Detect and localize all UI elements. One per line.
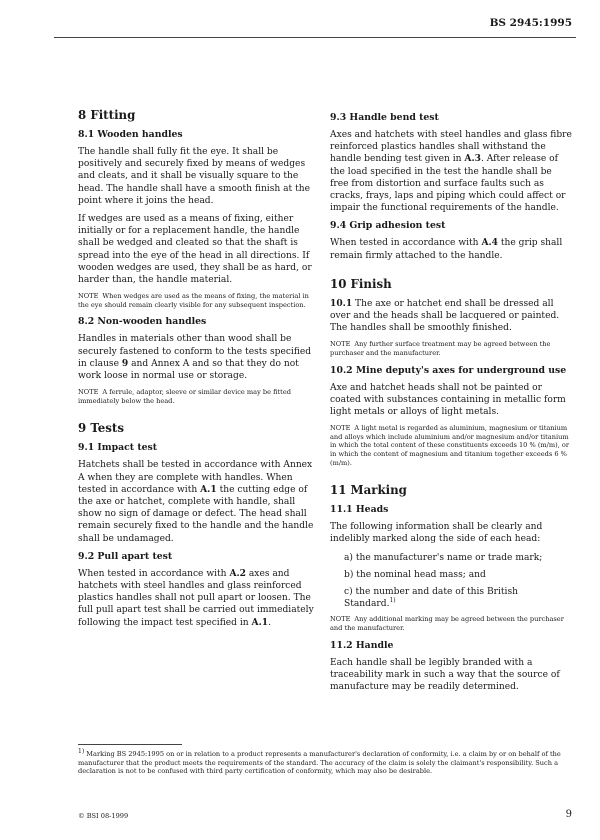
section-9-2-title: 9.2 Pull apart test bbox=[78, 550, 173, 562]
section-8-2-title: 8.2 Non-wooden handles bbox=[78, 316, 207, 328]
note-text: When wedges are used as the means of fixing, the material in the eye should remain clearly visible for any subsequent inspection. bbox=[78, 292, 309, 309]
text-run: When tested in accordance with bbox=[330, 238, 482, 249]
annex-reference: A.3 bbox=[464, 153, 481, 165]
text-run: and Annex A and so that they do not work loose in normal use or storage. bbox=[78, 358, 299, 382]
section-11-2-paragraph: Each handle shall be legibly branded with a traceability mark in such a way that the source of manufacture may be readily determined. bbox=[330, 657, 560, 693]
text-run: The axe or hatchet end shall be dressed all over and the heads shall be lacquered or painted. The handles shall be smoothly finished. bbox=[330, 298, 560, 334]
marking-list bbox=[330, 552, 572, 611]
section-9-1-paragraph bbox=[78, 459, 320, 544]
section-10-2-title: 10.2 Mine deputy's axes for underground use bbox=[330, 364, 567, 376]
footnote-reference: 1) bbox=[389, 597, 396, 605]
section-10-2-note bbox=[330, 424, 572, 467]
note-text: Any further surface treatment may be agreed between the purchaser and the manufacturer. bbox=[330, 340, 551, 358]
list-item-text: c) the number and date of this British Standard. bbox=[344, 587, 518, 610]
section-9-2-paragraph bbox=[78, 568, 320, 629]
footnote-text: Marking BS 2945:1995 on or in relation to a product represents a manufacturer's declaration of conformity, i.e. a claim by or on behalf of the manufacturer that the product meets the requirements of the standard. The accuracy of the claim is solely the claimant's responsibility. Such a declaration is not to be confused with third party certification of conformity, which may also be desirable. bbox=[78, 750, 561, 776]
section-11-1-paragraph: The following information shall be clearly and indelibly marked along the side of each head: bbox=[330, 522, 543, 545]
annex-reference: A.1 bbox=[251, 616, 269, 628]
list-item: a) the manufacturer's name or trade mark; bbox=[344, 552, 543, 563]
section-9-3-title: 9.3 Handle bend test bbox=[330, 112, 439, 123]
footnote-rule bbox=[78, 744, 182, 745]
text-run: . After release of the load specified in the test the handle shall be free from distortion and surface faults such as cracks, frays, laps and piping which could affect or impair the functional requirements of the handle. bbox=[330, 154, 566, 214]
section-11-1-note bbox=[330, 615, 572, 632]
text-run: axes and hatchets with steel handles and glass reinforced plastics handles shall not pull apart or loosen. The full pull apart test shall be carried out immediately following the impact test specified in bbox=[78, 568, 314, 628]
section-8-title: 8 Fitting bbox=[78, 108, 136, 122]
copyright-notice: © BSI 08-1999 bbox=[78, 812, 129, 820]
clause-reference: 9 bbox=[121, 357, 129, 369]
footnote-marker: 1) bbox=[78, 747, 85, 755]
section-8-1-paragraph-1: The handle shall fully fit the eye. It shall be positively and securely fixed by means of wedges and cleats, and it shall be visually square to the head. The handle shall have a smooth finish at the point where it joins the head. bbox=[78, 147, 310, 206]
note-label: NOTE bbox=[330, 615, 351, 624]
clause-number: 10.1 bbox=[330, 297, 353, 309]
section-8-1-paragraph-2: If wedges are used as a means of fixing, either initially or for a replacement handle, the handle shall be wedged and cleated so that the shaft is spread into the eye of the head in all directions. If wooden wedges are used, they shall be as hard, or harder than, the handle material. bbox=[78, 214, 312, 286]
note-label: NOTE bbox=[78, 292, 99, 301]
note-text: Any additional marking may be agreed between the purchaser and the manufacturer. bbox=[330, 615, 564, 633]
section-10-title: 10 Finish bbox=[330, 276, 392, 291]
right-column bbox=[330, 112, 572, 699]
text-run: the cutting edge of the axe or hatchet, complete with handle, shall show no sign of damage or defect. The head shall remain securely fixed to the handle and the handle shall be undamaged. bbox=[78, 484, 314, 544]
text-run: Handles in materials other than wood shall be securely fastened to conform to the tests specified in clause bbox=[78, 334, 312, 369]
note-text: A ferrule, adaptor, sleeve or similar device may be fitted immediately below the head. bbox=[78, 388, 291, 405]
note-label: NOTE bbox=[78, 388, 99, 397]
section-10-2-paragraph: Axe and hatchet heads shall not be painted or coated with substances containing in metallic form light metals or alloys of light metals. bbox=[330, 382, 566, 418]
annex-reference: A.4 bbox=[481, 237, 498, 249]
section-8-2-note bbox=[78, 388, 320, 405]
section-9-title: 9 Tests bbox=[78, 421, 124, 436]
section-9-1-title: 9.1 Impact test bbox=[78, 442, 158, 454]
text-run: . bbox=[268, 617, 271, 628]
note-text: A light metal is regarded as aluminium, magnesium or titanium and alloys which include aluminium and/or magnesium and/or titanium in which the total content of these constituents exceeds 10 % (m/m), or in which the content of magnesium and titanium together exceeds 6 % (m/m). bbox=[330, 424, 570, 467]
section-8-2-paragraph bbox=[78, 333, 320, 382]
page-number: 9 bbox=[565, 809, 572, 820]
text-run: the grip shall remain firmly attached to the handle. bbox=[330, 238, 563, 261]
section-9-3-paragraph bbox=[330, 129, 572, 214]
section-9-4-title: 9.4 Grip adhesion test bbox=[330, 220, 446, 232]
document-id: BS 2945:1995 bbox=[489, 17, 572, 29]
annex-reference: A.1 bbox=[200, 483, 217, 495]
header-rule bbox=[54, 37, 576, 38]
page-header bbox=[0, 0, 600, 40]
section-11-1-title: 11.1 Heads bbox=[330, 504, 389, 516]
section-8-1-note bbox=[78, 292, 320, 309]
footnote bbox=[78, 747, 568, 776]
section-10-1-note bbox=[330, 340, 572, 357]
section-11-title: 11 Marking bbox=[330, 483, 407, 498]
annex-reference: A.2 bbox=[229, 567, 246, 579]
text-run: Axes and hatchets with steel handles and glass fibre reinforced plastics handles shall withstand the handle bending test given in bbox=[330, 130, 572, 165]
section-9-4-paragraph bbox=[330, 237, 572, 261]
list-item: b) the nominal head mass; and bbox=[344, 569, 486, 580]
section-10-1-paragraph bbox=[330, 298, 572, 335]
section-11-2-title: 11.2 Handle bbox=[330, 639, 394, 651]
text-run: Hatchets shall be tested in accordance with Annex A when they are complete with handles. When tested in accordance with bbox=[78, 460, 313, 495]
section-8-1-title: 8.1 Wooden handles bbox=[78, 129, 183, 140]
text-run: When tested in accordance with bbox=[78, 568, 230, 579]
left-column bbox=[78, 108, 320, 635]
note-label: NOTE bbox=[330, 424, 351, 433]
list-item bbox=[344, 586, 572, 610]
note-label: NOTE bbox=[330, 340, 351, 349]
